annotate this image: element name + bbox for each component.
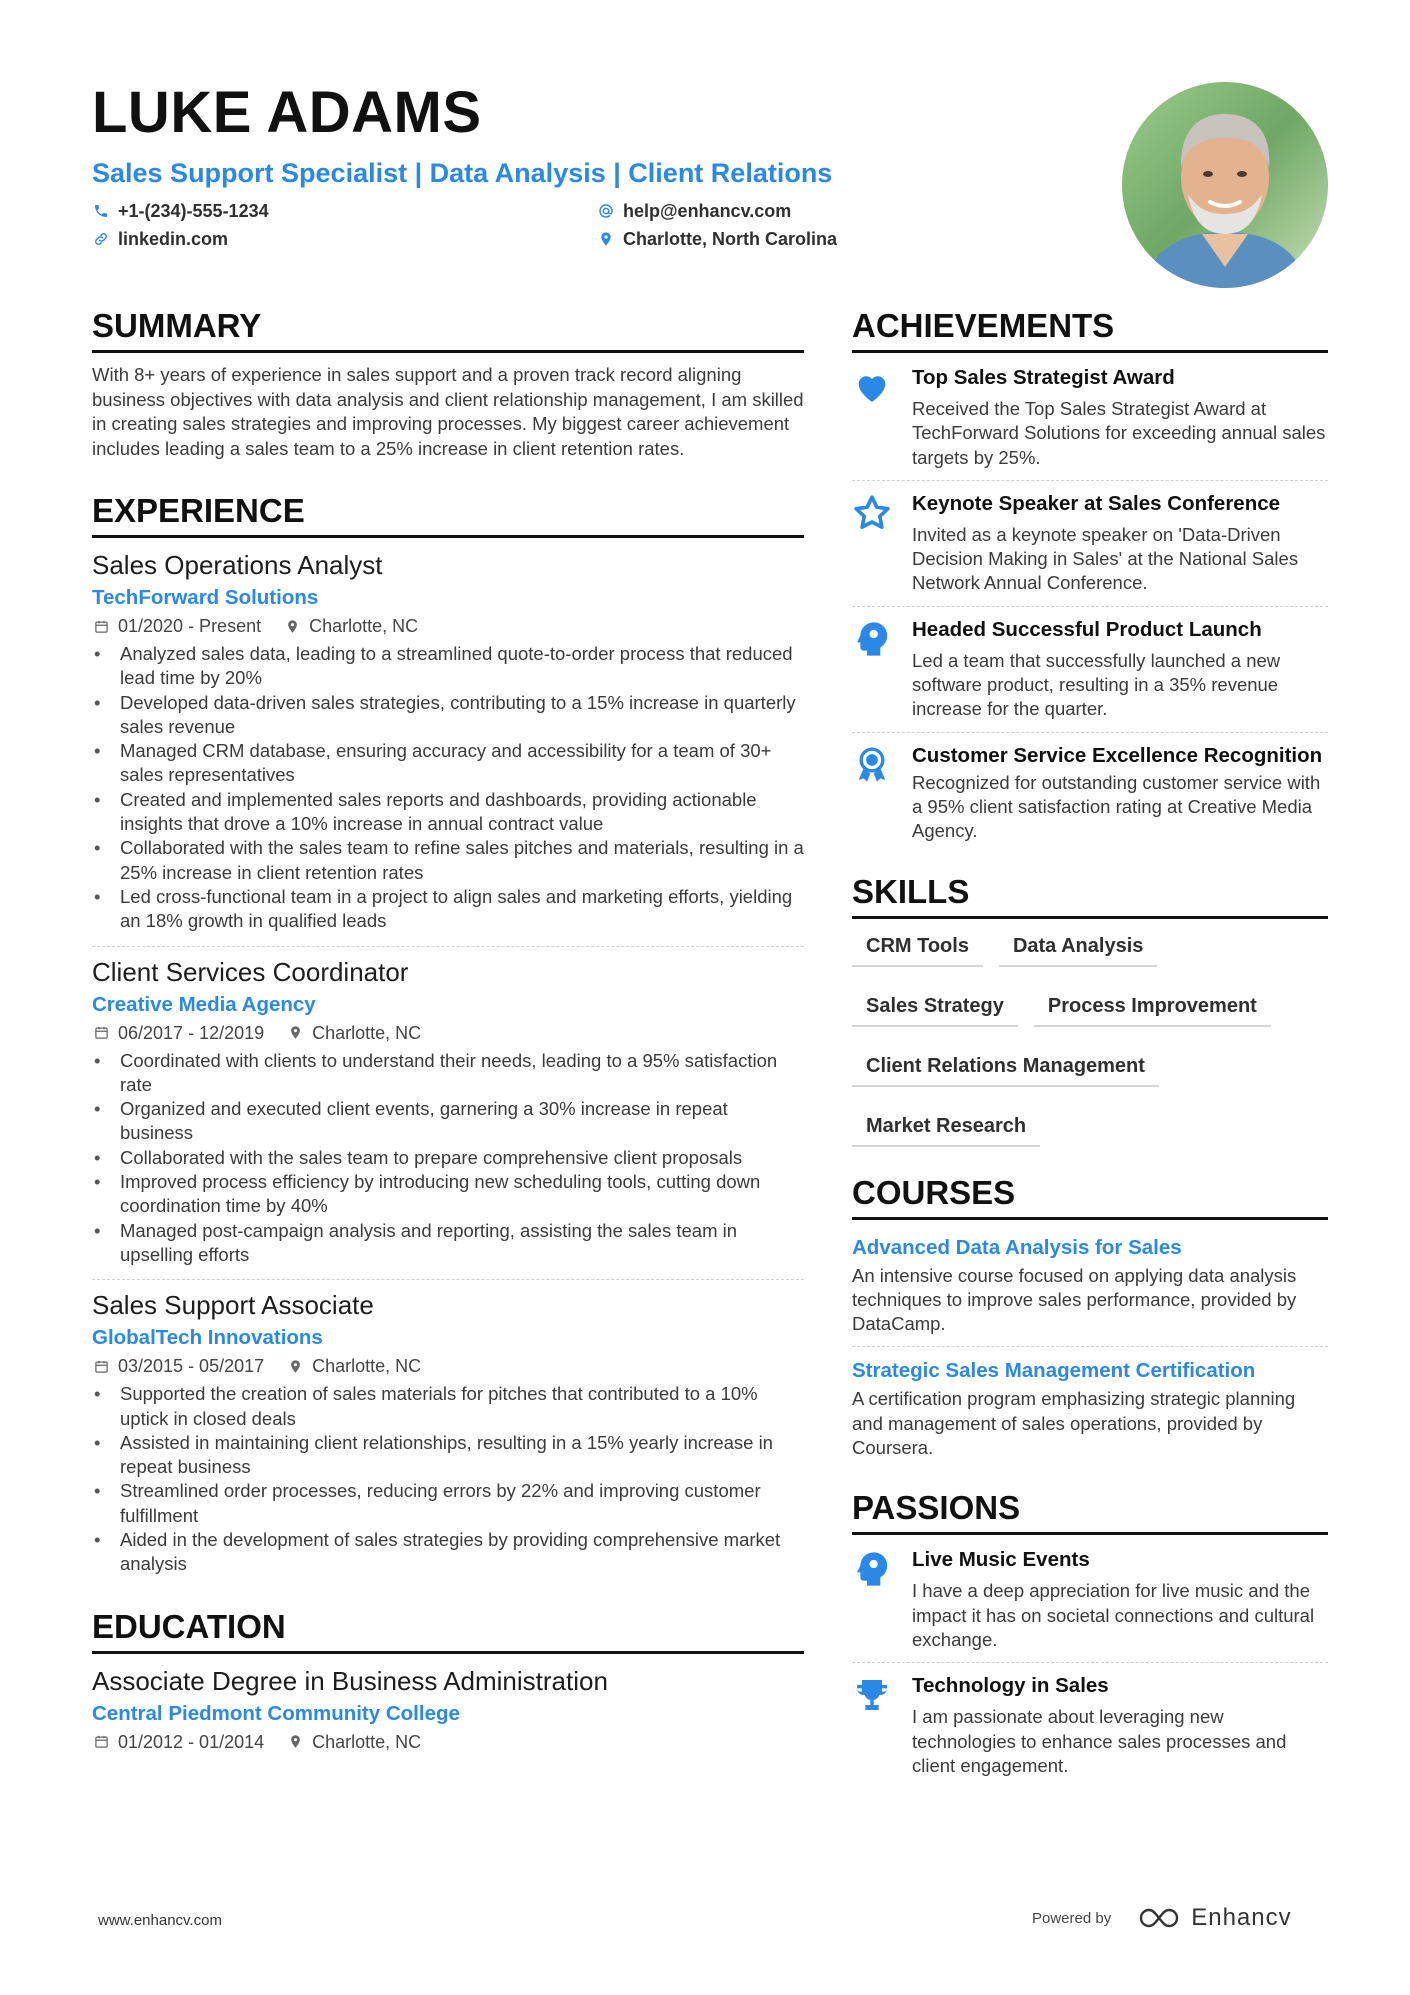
trophy-icon [852, 1673, 912, 1778]
contact-phone [92, 200, 597, 222]
bullet-item: • Collaborated with the sales team to refine sales pitches and materials, resulting in a 25% increase in client retention rates [92, 836, 804, 885]
job-location-text: Charlotte, NC [312, 1356, 422, 1377]
education-location [286, 1730, 421, 1754]
achievement-title: Customer Service Excellence Recognition [912, 743, 1323, 767]
courses-heading: COURSES [852, 1173, 1328, 1220]
email-text: help@enhancv.com [623, 200, 792, 221]
achievement-item [852, 733, 1328, 854]
achievement-title: Headed Successful Product Launch [912, 617, 1262, 641]
course-title: Strategic Sales Management Certification [852, 1359, 1256, 1383]
resume-header [92, 80, 1092, 250]
phone-text: +1-(234)-555-1234 [118, 200, 269, 221]
achievements-heading: ACHIEVEMENTS [852, 306, 1328, 353]
at-icon [597, 202, 615, 220]
profile-photo [1122, 82, 1328, 288]
achievements-section [852, 306, 1328, 854]
brand-name: Enhancv [1191, 1904, 1292, 1931]
experience-section [92, 491, 804, 1589]
job-dates: 03/2015 - 05/2017 [118, 1356, 265, 1377]
passions-heading: PASSIONS [852, 1488, 1328, 1535]
school-name: Central Piedmont Community College [92, 1701, 460, 1725]
achievement-item [852, 607, 1328, 733]
contact-list [92, 200, 1092, 250]
location-pin-icon [283, 617, 301, 635]
powered-by-text: Powered by [1032, 1909, 1112, 1927]
education-dates: 01/2012 - 01/2014 [118, 1731, 265, 1752]
achievement-desc: Invited as a keynote speaker on 'Data-Driven Decision Making in Sales' at the National Sales Network Annual Conference. [912, 523, 1299, 594]
footer-website[interactable]: www.enhancv.com [98, 1912, 222, 1929]
location-pin-icon [286, 1024, 304, 1042]
location-pin-icon [286, 1357, 304, 1375]
job-location-text: Charlotte, NC [312, 1022, 422, 1043]
achievement-title: Keynote Speaker at Sales Conference [912, 491, 1281, 515]
heart-icon [852, 365, 912, 470]
location-pin-icon [597, 230, 615, 248]
summary-text: With 8+ years of experience in sales support and a proven track record aligning business objectives with data analysis and client relationship management, I am skilled in creating sales strategies and improving processes. My biggest career achievement includes leading a sales team to a 25% increase in client retention rates. [92, 364, 804, 459]
company-name: Creative Media Agency [92, 992, 316, 1016]
job-location-text: Charlotte, NC [309, 616, 419, 636]
passion-desc: I am passionate about leveraging new technologies to enhance sales processes and client engagement. [912, 1706, 1287, 1776]
bullet-item: • Supported the creation of sales materials for pitches that contributed to a 10% uptick in closed deals [92, 1382, 804, 1431]
experience-heading: EXPERIENCE [92, 491, 804, 538]
skill-tag: CRM Tools [852, 929, 983, 967]
job-bullets [92, 642, 804, 934]
bullet-item: • Managed CRM database, ensuring accuracy and accessibility for a team of 30+ sales representatives [92, 739, 804, 788]
phone-icon [92, 202, 110, 220]
skill-tag: Process Improvement [1034, 989, 1271, 1027]
head-icon [852, 617, 912, 722]
head-icon [852, 1547, 912, 1652]
skill-tag: Sales Strategy [852, 989, 1018, 1027]
job-entry [92, 955, 804, 1281]
enhancv-logo-icon [1137, 1906, 1183, 1930]
education-heading: EDUCATION [92, 1607, 804, 1654]
left-column [92, 306, 804, 1758]
skills-section [852, 872, 1328, 1147]
calendar-icon [92, 1024, 110, 1042]
job-location [286, 1354, 421, 1378]
passions-section [852, 1488, 1328, 1788]
bullet-item: • Developed data-driven sales strategies, contributing to a 15% increase in quarterly sales revenue [92, 691, 804, 740]
bullet-item: • Improved process efficiency by introducing new scheduling tools, cutting down coordination time by 40% [92, 1170, 804, 1219]
skill-tag: Market Research [852, 1109, 1040, 1147]
brand-logo[interactable] [1137, 1904, 1291, 1932]
achievement-item [852, 355, 1328, 481]
passion-title: Technology in Sales [912, 1674, 1109, 1698]
location-pin-icon [286, 1733, 304, 1751]
course-desc: A certification program emphasizing strategic planning and management of sales operations, provided by Coursera. [852, 1388, 1296, 1459]
calendar-icon [92, 1733, 110, 1751]
job-entry [92, 548, 804, 947]
education-meta [92, 1730, 804, 1754]
bullet-item: • Collaborated with the sales team to prepare comprehensive client proposals [92, 1146, 804, 1170]
bullet-item: • Created and implemented sales reports and dashboards, providing actionable insights that drove a 10% increase in annual contract value [92, 788, 804, 837]
bullet-item: • Managed post-campaign analysis and reporting, assisting the sales team in upselling efforts [92, 1219, 804, 1268]
achievement-item [852, 481, 1328, 607]
job-location [286, 1021, 421, 1045]
summary-section [92, 306, 804, 461]
medal-icon [852, 743, 912, 844]
achievement-desc: Recognized for outstanding customer service with a 95% client satisfaction rating at Creative Media Agency. [912, 771, 1321, 842]
course-item [852, 1230, 1328, 1348]
course-title: Advanced Data Analysis for Sales [852, 1235, 1182, 1259]
job-entry [92, 1288, 804, 1588]
job-bullets [92, 1049, 804, 1268]
education-location-text: Charlotte, NC [312, 1731, 422, 1752]
job-title: Sales Operations Analyst [92, 550, 383, 580]
education-section [92, 1607, 804, 1754]
right-column [852, 306, 1328, 1788]
link-icon [92, 230, 110, 248]
calendar-icon [92, 1357, 110, 1375]
summary-heading: SUMMARY [92, 306, 804, 353]
skill-tag: Client Relations Management [852, 1049, 1159, 1087]
linkedin-text: linkedin.com [118, 228, 229, 249]
candidate-name: LUKE ADAMS [92, 80, 482, 145]
bullet-item: • Assisted in maintaining client relationships, resulting in a 15% yearly increase in repeat business [92, 1431, 804, 1480]
job-bullets [92, 1382, 804, 1576]
bullet-item: • Led cross-functional team in a project to align sales and marketing efforts, yielding an 18% growth in qualified leads [92, 885, 804, 934]
company-name: TechForward Solutions [92, 586, 319, 609]
degree-title: Associate Degree in Business Administration [92, 1665, 608, 1696]
bullet-item: • Analyzed sales data, leading to a streamlined quote-to-order process that reduced lead time by 20% [92, 642, 804, 691]
contact-linkedin[interactable] [92, 228, 597, 250]
skills-heading: SKILLS [852, 872, 1328, 919]
passion-desc: I have a deep appreciation for live music and the impact it has on societal connections and cultural exchange. [912, 1580, 1315, 1650]
footer-branding [1032, 1904, 1292, 1932]
job-meta [92, 1021, 804, 1045]
course-item [852, 1353, 1328, 1470]
job-title: Sales Support Associate [92, 1290, 374, 1321]
job-location [283, 614, 418, 638]
achievement-title: Top Sales Strategist Award [912, 366, 1175, 389]
passion-item [852, 1537, 1328, 1663]
calendar-icon [92, 617, 110, 635]
job-meta [92, 614, 804, 638]
achievement-desc: Led a team that successfully launched a new software product, resulting in a 35% revenue increase for the quarter. [912, 649, 1281, 720]
bullet-item: • Coordinated with clients to understand their needs, leading to a 95% satisfaction rate [92, 1049, 804, 1098]
bullet-item: • Aided in the development of sales strategies by providing comprehensive market analysis [92, 1528, 804, 1577]
course-desc: An intensive course focused on applying data analysis techniques to improve sales performance, provided by DataCamp. [852, 1264, 1297, 1335]
company-name: GlobalTech Innovations [92, 1326, 323, 1350]
passion-title: Live Music Events [912, 1548, 1090, 1572]
skill-list [852, 929, 1328, 1147]
skill-tag: Data Analysis [999, 929, 1157, 967]
location-text: Charlotte, North Carolina [623, 228, 838, 249]
bullet-item: • Streamlined order processes, reducing errors by 22% and improving customer fulfillment [92, 1479, 804, 1528]
bullet-item: • Organized and executed client events, garnering a 30% increase in repeat business [92, 1097, 804, 1146]
courses-section [852, 1173, 1328, 1471]
job-dates: 01/2020 - Present [118, 616, 262, 636]
passion-item [852, 1663, 1328, 1788]
achievement-desc: Received the Top Sales Strategist Award at TechForward Solutions for exceeding annual sales targets by 25%. [912, 398, 1326, 468]
contact-email[interactable] [597, 200, 997, 222]
star-icon [852, 491, 912, 596]
job-meta [92, 1354, 804, 1378]
candidate-tagline: Sales Support Specialist | Data Analysis | Client Relations [92, 158, 833, 188]
job-dates: 06/2017 - 12/2019 [118, 1022, 265, 1043]
contact-location [597, 228, 997, 250]
job-title: Client Services Coordinator [92, 956, 409, 987]
